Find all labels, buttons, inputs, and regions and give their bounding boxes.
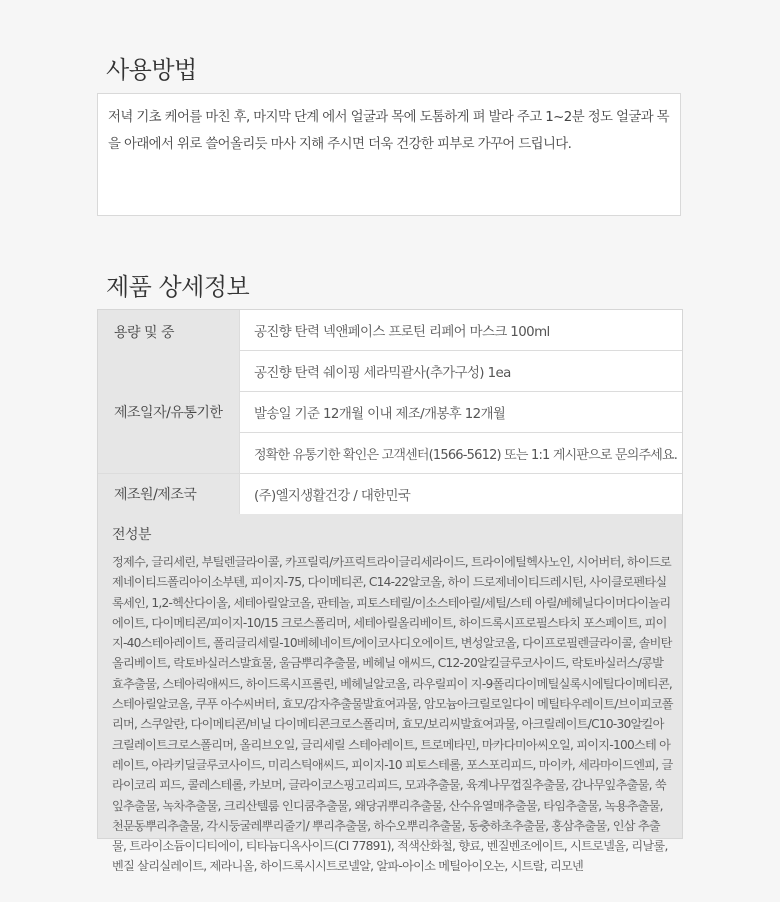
expiry-value-2: 정확한 유통기한 확인은 고객센터(1566-5612) 또는 1:1 게시판으로 문의주세요. [240, 433, 682, 474]
expiry-label: 제조일자/유통기한 [98, 351, 240, 473]
ingredients-label: 전성분 [112, 527, 152, 543]
product-detail-table [97, 309, 683, 874]
maker-value: (주)엘지생활건강 / 대한민국 [254, 488, 411, 504]
volume-value-1: 공진향 탄력 넥앤페이스 프로틴 리페어 마스크 100ml [240, 310, 682, 351]
volume-label: 용량 및 중 [98, 310, 240, 351]
expiry-value-1: 발송일 기준 12개월 이내 제조/개봉후 12개월 [240, 392, 682, 433]
product-detail-section-title: 제품 상세정보 [106, 273, 250, 301]
ingredients-text: 정제수, 글리세린, 부틸렌글라이콜, 카프릴릭/카프릭트라이글리세라이드, 트라이에틸헥사노인, 시어버터, 하이드로제네이티드폴리아이소부텐, 피이지-75, 다이메티콘, C14-22알코올, 하이 드로제네이티드레시틴, 사이클로펜타실록세인, 1,2-헥산다이올, 세테아릴알코올, 판테놀, 피토스테릴/이소스테아릴/세틸/스테 아릴/베헤닐다이머다이놀리에이트, 다이메티콘/피이지-10/15 크로스폴리머, 세테아릴올리베이트, 하이드록시프로필스타치 포스페이트, 피이지-40스테아레이트, 폴리글리세릴-10베헤네이트/에이코사디오에이트, 변성알코올, 다이프로필렌글라이콜, 솔비탄올리베이트, 락토바실러스발효물, 울금뿌리추출물, 베헤닐 애씨드, C12-20알킬글루코사이드, 락토바실러스/콩발효추출물, 스테아릭애씨드, 하이드록시프롤린, 베헤닐알코올, 라우릴피이 지-9폴리다이메틸실록시에틸다이메티콘, 스테아릴알코올, 쿠푸 아수씨버터, 효모/감자추출물발효여과물, 암모늄아크릴로일다이 메틸타우레이트/브이피코폴리머, 스쿠알란, 다이메티콘/비닐 다이메티콘크로스폴리머, 효모/보리씨발효여과물, 아크릴레이트/C10-30알킬아크릴레이트크로스폴리머, 올리브오일, 글리세릴 스테아레이트, 트로메타민, 마카다미아씨오일, 피이지-100스테 아레이트, 아라키딜글루코사이드, 미리스틱애씨드, 피이지-10 피토스테롤, 포스포리피드, 마이카, 세라마이드엔피, 글라이코리 피드, 콜레스테롤, 카보머, 글라이코스핑고리피드, 모과추출물, 육계나무껍질추출물, 감나무잎추출물, 쑥잎추출물, 녹차추출물, 크리산텔룸 인디쿰추출물, 왜당귀뿌리추출물, 산수유열매추출물, 타임추출물, 녹용추출물, 천문동뿌리추출물, 각시둥굴레뿌리줄기/ 뿌리추출물, 하수오뿌리추출물, 동충하초추출물, 홍삼추출물, 인삼 추출물, 트라이소듐이디티에이, 티타늄디옥사이드(CI 77891), 적색산화철, 향료, 벤질벤조에이트, 시트로넬올, 리날룰, 벤질 살리실레이트, 제라니올, 하이드록시시트로넬알, 알파-아이소 메틸아이오논, 시트랄, 리모넨 [112, 555, 673, 874]
usage-description-text: 저녁 기초 케어를 마친 후, 마지막 단계 에서 얼굴과 목에 도톰하게 펴 발라 주고 1~2분 정도 얼굴과 목을 아래에서 위로 쓸어올리듯 마사 지해 주시면 더욱 건강한 피부로 가꾸어 드립니다. [108, 110, 670, 152]
usage-section-title: 사용방법 [106, 56, 197, 84]
ingredients-section [98, 514, 682, 874]
usage-description-box [97, 93, 681, 216]
maker-label: 제조원/제조국 [98, 473, 240, 514]
volume-value-2: 공진향 탄력 쉐이핑 세라믹괄사(추가구성) 1ea [240, 351, 682, 392]
